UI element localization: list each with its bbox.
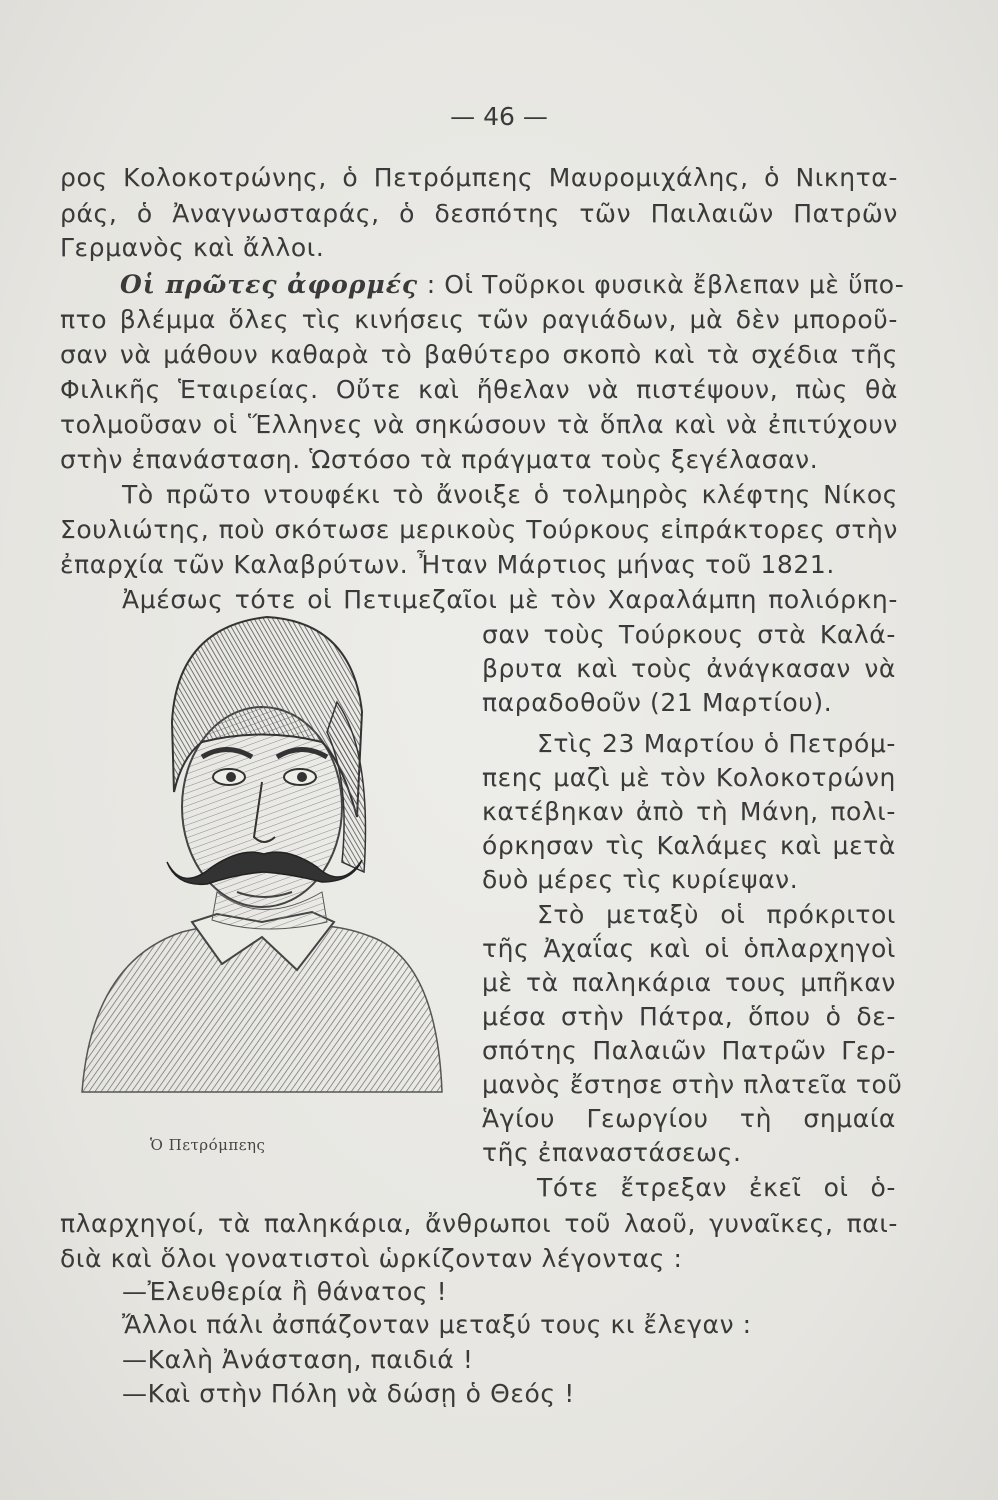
text-line: τολμοῦσαν οἱ Ἕλληνες νὰ σηκώσουν τὰ ὅπλα καὶ νὰ ἐπιτύχουν — [60, 410, 898, 439]
dialogue-line: —Καὶ στὴν Πόλη νὰ δώσῃ ὁ Θεός ! — [122, 1379, 575, 1408]
text-line: ρος Κολοκοτρώνης, ὁ Πετρόμπεης Μαυρομιχάλης, ὁ Νικητα- — [60, 163, 898, 192]
text-line: Ἄλλοι πάλι ἀσπάζονταν μεταξύ τους κι ἔλεγαν : — [122, 1310, 752, 1339]
text-line: μὲ τὰ παληκάρια τους μπῆκαν — [482, 968, 896, 997]
section-heading: Οἱ πρῶτες ἀφορμές — [120, 270, 419, 299]
text-line: διὰ καὶ ὅλοι γονατιστοὶ ὡρκίζονταν λέγοντας : — [60, 1244, 683, 1273]
section-line-text: : Οἱ Τοῦρκοι φυσικὰ ἔβλεπαν μὲ ὕπο- — [426, 270, 905, 299]
text-line: Ἁγίου Γεωργίου τὴ σημαία — [482, 1104, 896, 1133]
text-line: Τότε ἔτρεξαν ἐκεῖ οἱ ὁ- — [537, 1173, 896, 1202]
portrait-illustration — [72, 592, 472, 1132]
text-line: πλαρχηγοί, τὰ παληκάρια, ἄνθρωποι τοῦ λαοῦ, γυναῖκες, παι- — [60, 1209, 898, 1238]
text-line: Στὸ μεταξὺ οἱ πρόκριτοι — [537, 900, 896, 929]
text-line: Σουλιώτης, ποὺ σκότωσε μερικοὺς Τούρκους εἰπράκτορες στὴν — [60, 515, 898, 544]
text-line: μανὸς ἔστησε στὴν πλατεῖα τοῦ — [482, 1070, 903, 1099]
text-line: σπότης Παλαιῶν Πατρῶν Γερ- — [482, 1036, 896, 1065]
text-line: πεης μαζὶ μὲ τὸν Κολοκοτρώνη — [482, 763, 896, 792]
text-line: ράς, ὁ Ἀναγνωσταράς, ὁ δεσπότης τῶν Παιλαιῶν Πατρῶν — [60, 199, 898, 228]
text-line: σαν νὰ μάθουν καθαρὰ τὸ βαθύτερο σκοπὸ καὶ τὰ σχέδια τῆς — [60, 340, 898, 369]
text-line: όρκησαν τὶς Καλάμες καὶ μετὰ — [482, 831, 896, 860]
text-line: Φιλικῆς Ἑταιρείας. Οὔτε καὶ ἤθελαν νὰ πιστέψουν, πὼς θὰ — [60, 375, 898, 404]
text-line: πτο βλέμμα ὅλες τὶς κινήσεις τῶν ραγιάδων, μὰ δὲν μποροῦ- — [60, 305, 898, 334]
dialogue-line: —Καλὴ Ἀνάσταση, παιδιά ! — [122, 1345, 474, 1374]
page-number: — 46 — — [450, 102, 548, 131]
text-line: Στὶς 23 Μαρτίου ὁ Πετρόμ- — [537, 729, 896, 758]
dialogue-line: —Ἐλευθερία ἢ θάνατος ! — [122, 1277, 448, 1306]
text-line: παραδοθοῦν (21 Μαρτίου). — [482, 688, 833, 717]
text-line: ἐπαρχία τῶν Καλαβρύτων. Ἦταν Μάρτιος μήνας τοῦ 1821. — [60, 550, 835, 579]
text-line: τῆς ἐπαναστάσεως. — [482, 1138, 742, 1167]
text-line: στὴν ἐπανάσταση. Ὡστόσο τὰ πράγματα τοὺς ξεγέλασαν. — [60, 445, 819, 474]
text-line: Γερμανὸς καὶ ἄλλοι. — [60, 233, 325, 262]
text-line: σαν τοὺς Τούρκους στὰ Καλά- — [482, 620, 896, 649]
text-line: βρυτα καὶ τοὺς ἀνάγκασαν νὰ — [482, 654, 896, 683]
text-line: κατέβηκαν ἀπὸ τὴ Μάνη, πολι- — [482, 797, 896, 826]
section-line — [120, 268, 905, 302]
text-line: τῆς Ἀχαΐας καὶ οἱ ὁπλαρχηγοὶ — [482, 934, 896, 963]
text-line: μέσα στὴν Πάτρα, ὅπου ὁ δε- — [482, 1002, 896, 1031]
text-line: Ἀμέσως τότε οἱ Πετιμεζαῖοι μὲ τὸν Χαραλάμπη πολιόρκη- — [122, 585, 898, 614]
text-line: δυὸ μέρες τὶς κυρίεψαν. — [482, 865, 799, 894]
text-line: Τὸ πρῶτο ντουφέκι τὸ ἄνοιξε ὁ τολμηρὸς κλέφτης Νίκος — [122, 480, 898, 509]
portrait-caption: Ὁ Πετρόμπεης — [150, 1136, 266, 1154]
